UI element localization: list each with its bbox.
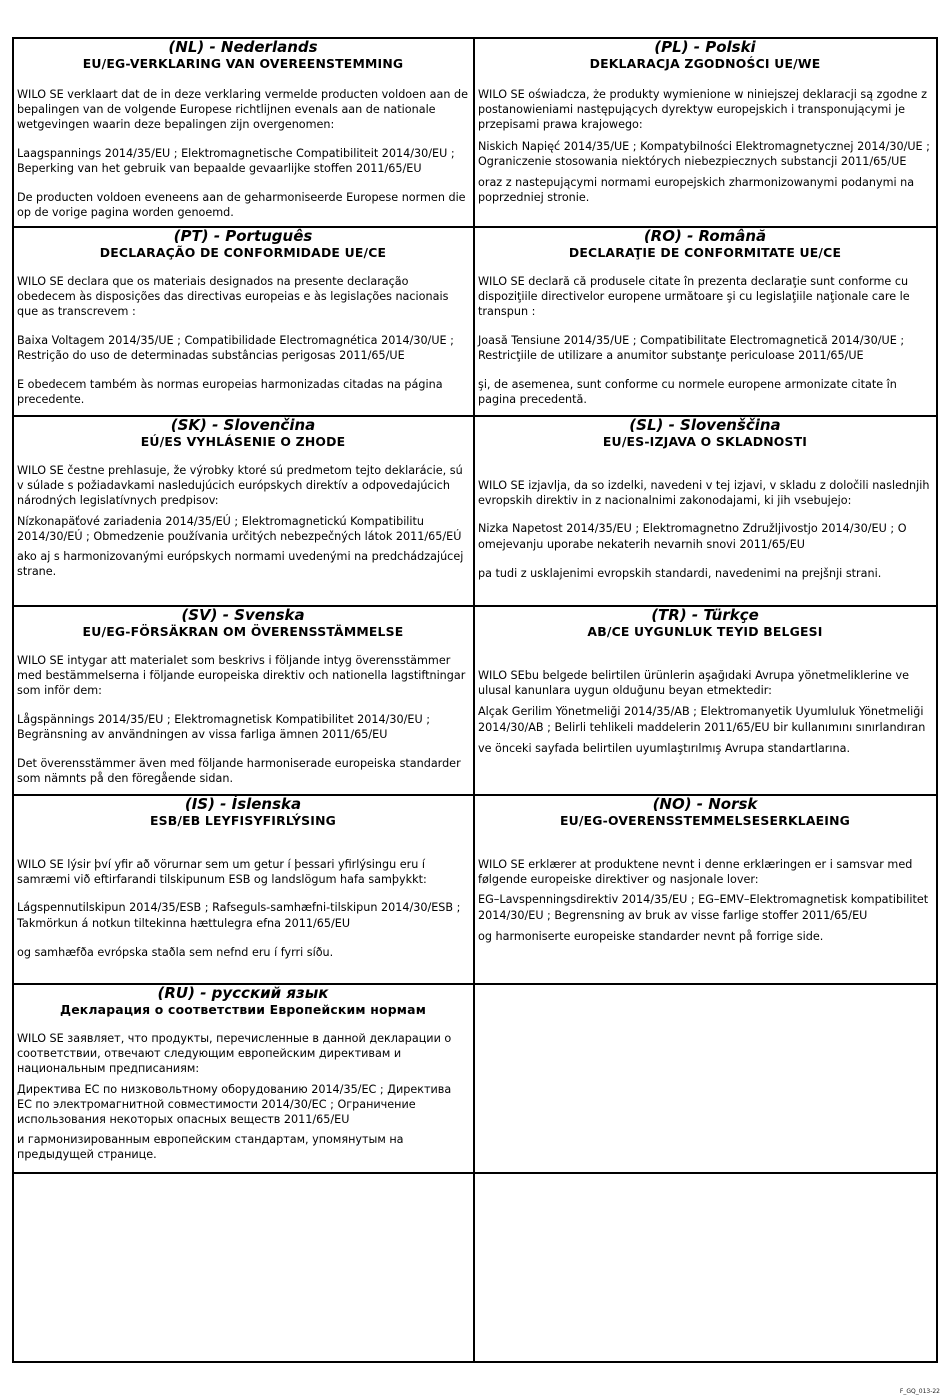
section-subtitle: EU/EG-FÖRSÄKRAN OM ÖVERENSSTÄMMELSE <box>82 624 404 639</box>
standards-text: и гармонизированным европейским стандартам, упомянутым на предыдущей странице. <box>17 1133 404 1162</box>
empty-cell <box>475 1174 936 1361</box>
standards-text: oraz z nastepującymi normami europejskich zharmonizowanymi podanymi na poprzedniej stronie. <box>478 176 915 205</box>
directives-text: Laagspannings 2014/35/EU ; Elektromagnetische Compatibiliteit 2014/30/EU ; Beperking van het gebruik van bepaalde gevaarlijke stoffen 2011/65/EU <box>17 146 455 175</box>
declaration-text: WILO SE oświadcza, że produkty wymienione w niniejszej deklaracji są zgodne z postanowieniami następujących dyrektyw europejskich i transponującymi je przepisami prawa krajowego: <box>478 88 927 132</box>
form-code: F_GQ_013-22 <box>899 1388 940 1395</box>
empty-cell <box>14 1174 475 1361</box>
section-subtitle: EU/ES-IZJAVA O SKLADNOSTI <box>602 434 808 449</box>
section-heading: (PL) - Polski <box>654 39 756 56</box>
section-subtitle: EU/EG-VERKLARING VAN OVEREENSTEMMING <box>82 56 404 71</box>
standards-text: pa tudi z usklajenimi evropskih standardi, navedenimi na prejšnji strani. <box>478 566 882 580</box>
section-subtitle: Декларация о соответствии Европейским нормам <box>59 1002 427 1017</box>
section-subtitle: EÚ/ES VYHLÁSENIE O ZHODE <box>140 434 346 449</box>
section-subtitle: ESB/EB LEYFISYFIRLÝSING <box>149 813 337 828</box>
directives-text: Lágspennutilskipun 2014/35/ESB ; Rafseguls-samhæfni-tilskipun 2014/30/ESB ; Takmörkun á notkun tiltekinna hættulegra efna 2011/65/EU <box>17 901 461 930</box>
directives-text: Lågspännings 2014/35/EU ; Elektromagnetisk Kompatibilitet 2014/30/EU ; Begränsning av användningen av vissa farliga ämnen 2011/65/EU <box>17 712 430 741</box>
standards-text: De producten voldoen eveneens aan de geharmoniseerde Europese normen die op de vorige pagina worden genoemd. <box>17 191 466 220</box>
section-pt <box>14 228 475 415</box>
directives-text: Директива ЕС по низковольтному оборудованию 2014/35/ЕС ; Директива ЕС по электромагнитной совместимости 2014/30/ЕС ; Ограничение использования некоторых опасных веществ 2011/65/EU <box>17 1082 452 1127</box>
directives-text: Alçak Gerilim Yönetmeliği 2014/35/AB ; Elektromanyetik Uyumluluk Yönetmeliği 2014/30/AB ; Belirli tehlikeli maddelerin 2011/65/EU bir kullanımını sınırlandıran <box>478 705 926 734</box>
section-no <box>475 796 936 983</box>
declaration-text: WILO SE verklaart dat de in deze verklaring vermelde producten voldoen aan de bepalingen van de volgende Europese richtlijnen evenals aan de nationale wetgevingen waarin deze bepalingen zijn overgenomen: <box>17 88 469 132</box>
declaration-grid <box>12 37 938 1363</box>
section-heading: (PT) - Português <box>173 228 313 245</box>
section-subtitle: AB/CE UYGUNLUK TEYID BELGESI <box>587 624 823 639</box>
declaration-text: WILO SEbu belgede belirtilen ürünlerin aşağıdaki Avrupa yönetmeliklerine ve ulusal kanunlara uygun olduğunu beyan etmektedir: <box>478 669 909 698</box>
declaration-text: WILO SE declara que os materiais designados na presente declaração obedecem às disposições das directivas europeias e às legislações nacionais que as transcrevem : <box>17 275 449 319</box>
declaration-text: WILO SE čestne prehlasuje, že výrobky ktoré sú predmetom tejto deklarácie, sú v súlade s požiadavkami nasledujúcich európskych direktív a odpovedajúcich národných legislatívnych predpisov: <box>17 464 463 508</box>
standards-text: og samhæfða evrópska staðla sem nefnd eru í fyrri síðu. <box>17 945 334 959</box>
section-ro <box>475 228 936 415</box>
row-nl-pl <box>14 39 936 228</box>
directives-text: EG–Lavspenningsdirektiv 2014/35/EU ; EG–EMV–Elektromagnetisk kompatibilitet 2014/30/EU ; Begrensning av bruk av visse farlige stoffer 2011/65/EU <box>478 893 929 922</box>
declaration-text: WILO SE intygar att materialet som beskrivs i följande intyg överensstämmer med bestämmelserna i följande europeiska direktiv och nationella lagstiftningar som inför dem: <box>17 654 466 698</box>
standards-text: ako aj s harmonizovanými európskych normami uvedenými na predchádzajúcej strane. <box>17 550 464 579</box>
section-sl <box>475 417 936 605</box>
standards-text: og harmoniserte europeiske standarder nevnt på forrige side. <box>478 929 824 943</box>
section-heading: (SK) - Slovenčina <box>170 417 316 434</box>
declaration-text: WILO SE lýsir því yfir að vörurnar sem um getur í þessari yfirlýsingu eru í samræmi við eftirfarandi tilskipunum ESB og landslögum hafa samþykkt: <box>17 858 427 887</box>
declaration-text: WILO SE erklærer at produktene nevnt i denne erklæringen er i samsvar med følgende europeiske direktiver og nasjonale lover: <box>478 858 913 887</box>
directives-text: Joasă Tensiune 2014/35/UE ; Compatibilitate Electromagnetică 2014/30/UE ; Restricţiile de utilizare a anumitor substanţe periculoase 2011/65/UE <box>478 333 905 362</box>
row-sv-tr <box>14 607 936 796</box>
section-heading: (NL) - Nederlands <box>168 39 318 56</box>
directives-text: Nízkonapäťové zariadenia 2014/35/EÚ ; Elektromagnetickú Kompatibilitu 2014/30/EÚ ; Obmedzenie používania určitých nebezpečných látok 2011/65/EÚ <box>17 514 462 543</box>
section-pl <box>475 39 936 226</box>
directives-text: Nizka Napetost 2014/35/EU ; Elektromagnetno Združljivostjo 2014/30/EU ; O omejevanju uporabe nekaterih nevarnih snovi 2011/65/EU <box>478 522 907 551</box>
directives-text: Niskich Napięć 2014/35/UE ; Kompatybilności Elektromagnetycznej 2014/30/UE ; Ograniczenie stosowania niektórych niebezpiecznych substancji 2011/65/UE <box>478 139 930 168</box>
declaration-text: WILO SE заявляет, что продукты, перечисленные в данной декларации о соответствии, отвечают следующим европейским директивам и национальным предписаниям: <box>17 1032 452 1076</box>
section-heading: (RU) - русский язык <box>157 985 329 1002</box>
row-empty <box>14 1174 936 1361</box>
section-heading: (TR) - Türkçe <box>651 607 759 624</box>
declaration-text: WILO SE izjavlja, da so izdelki, navedeni v tej izjavi, v skladu z določili naslednjih evropskih direktiv in z nacionalnimi zakonodajami, ki jih vsebujejo: <box>478 479 930 508</box>
standards-text: E obedecem também às normas europeias harmonizadas citadas na página precedente. <box>17 378 443 407</box>
section-subtitle: DECLARAŢIE DE CONFORMITATE UE/CE <box>568 245 842 260</box>
section-heading: (NO) - Norsk <box>652 796 758 813</box>
section-tr <box>475 607 936 794</box>
standards-text: şi, de asemenea, sunt conforme cu normele europene armonizate citate în pagina precedentă. <box>478 378 897 407</box>
standards-text: Det överensstämmer även med följande harmoniserade europeiska standarder som nämnts på den föregående sidan. <box>17 757 461 786</box>
section-is <box>14 796 475 983</box>
section-ru <box>14 985 475 1172</box>
section-heading: (SL) - Slovenščina <box>629 417 781 434</box>
section-subtitle: EU/EG-OVERENSSTEMMELSESERKLAEING <box>559 813 851 828</box>
declaration-text: WILO SE declară că produsele citate în prezenta declaraţie sunt conforme cu dispoziţiile directivelor europene următoare şi cu legislaţiile naţionale care le transpun : <box>478 275 910 319</box>
section-sv <box>14 607 475 794</box>
section-nl <box>14 39 475 226</box>
row-ru <box>14 985 936 1174</box>
section-sk <box>14 417 475 605</box>
empty-cell <box>475 985 936 1172</box>
standards-text: ve önceki sayfada belirtilen uyumlaştırılmış Avrupa standartlarına. <box>478 741 851 755</box>
row-pt-ro <box>14 228 936 417</box>
section-subtitle: DECLARAÇÃO DE CONFORMIDADE UE/CE <box>99 245 387 260</box>
section-heading: (IS) - Íslenska <box>184 796 302 813</box>
row-is-no <box>14 796 936 985</box>
row-sk-sl <box>14 417 936 607</box>
directives-text: Baixa Voltagem 2014/35/UE ; Compatibilidade Electromagnética 2014/30/UE ; Restrição do uso de determinadas substâncias perigosas 2011/65/UE <box>17 333 454 362</box>
section-subtitle: DEKLARACJA ZGODNOŚCI UE/WE <box>589 56 821 71</box>
section-heading: (SV) - Svenska <box>181 607 305 624</box>
section-heading: (RO) - Română <box>643 228 767 245</box>
